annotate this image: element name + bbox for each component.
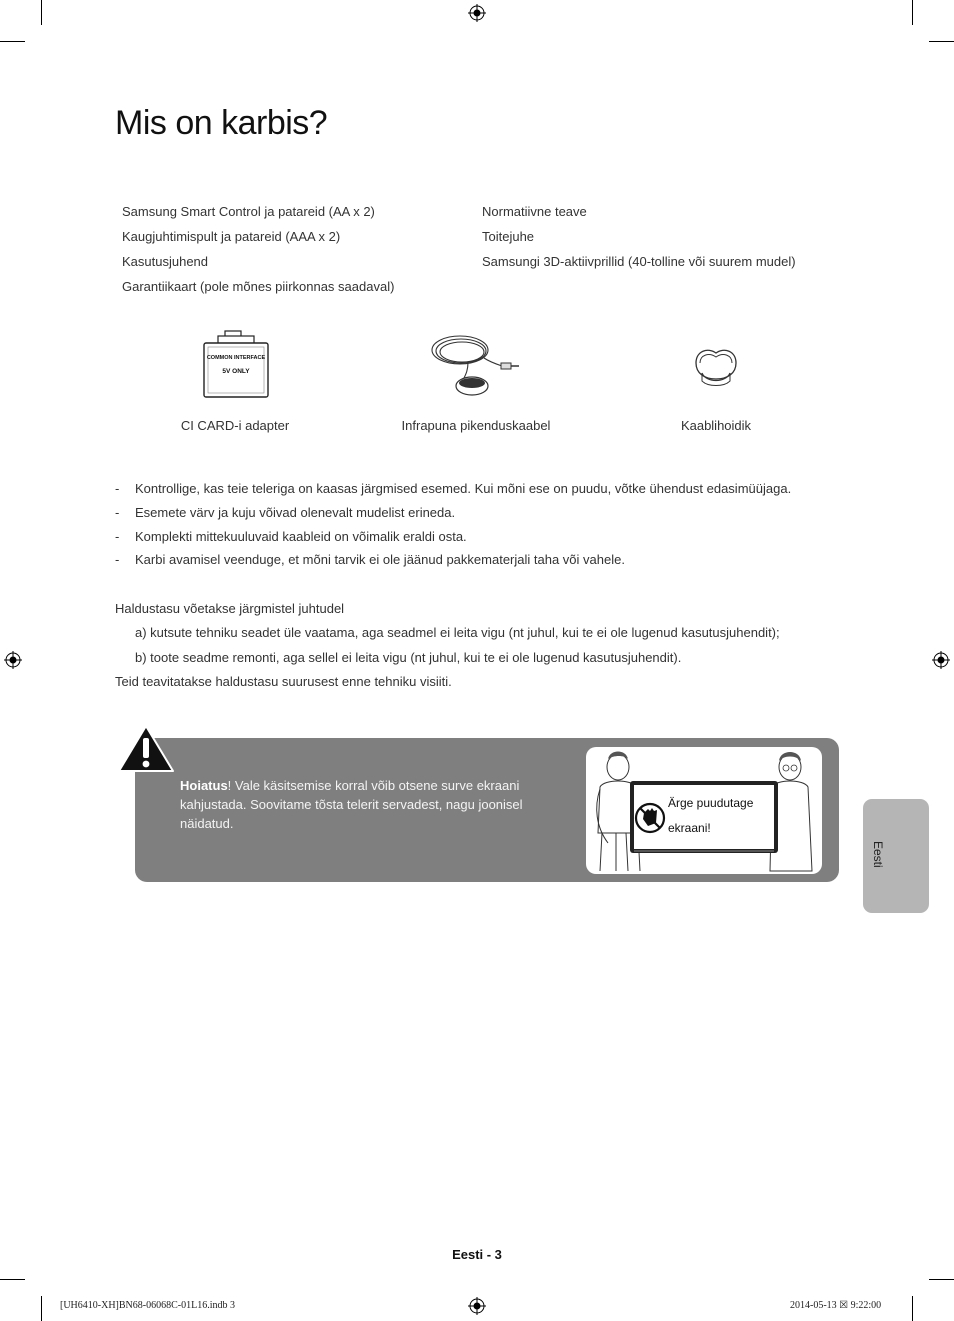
registration-mark-icon <box>932 651 950 669</box>
note-text: Kontrollige, kas teie teleriga on kaasas järgmised esemed. Kui mõni ese on puudu, võtke ühendust edasimüüjaga. <box>135 481 792 496</box>
contents-item: Samsungi 3D-aktiivprillid (40-tolline või suurem mudel) <box>482 254 796 269</box>
fee-outro: Teid teavitatakse haldustasu suurusest enne tehniku visiiti. <box>115 674 452 689</box>
ci-card-adapter-icon <box>198 329 274 401</box>
registration-mark-icon <box>4 651 22 669</box>
card-label: 5V ONLY <box>222 368 250 375</box>
warning-triangle-icon <box>117 724 175 774</box>
note-item <box>115 529 467 544</box>
tv-screen-warning: ekraani! <box>668 821 711 835</box>
note-item <box>115 481 791 496</box>
accessory-caption: Kaablihoidik <box>680 418 752 433</box>
contents-item: Samsung Smart Control ja patareid (AA x 2) <box>122 204 375 219</box>
bullet-dash: - <box>115 505 120 520</box>
contents-item: Garantiikaart (pole mõnes piirkonnas saadaval) <box>122 279 395 294</box>
warning-label: Hoiatus <box>180 778 228 793</box>
crop-mark <box>929 1279 954 1280</box>
note-text: Komplekti mittekuuluvaid kaableid on võimalik eraldi osta. <box>135 529 467 544</box>
accessory-caption: CI CARD-i adapter <box>180 418 290 433</box>
crop-mark <box>41 0 42 25</box>
crop-mark <box>0 41 25 42</box>
warning-text <box>180 776 560 833</box>
footer-file: [UH6410-XH]BN68-06068C-01L16.indb 3 <box>60 1300 235 1311</box>
footer-date: 2014-05-13 ☒ 9:22:00 <box>790 1300 882 1311</box>
card-label: COMMON INTERFACE <box>206 355 266 361</box>
fee-case-b: b) toote seadme remonti, aga sellel ei leita vigu (nt juhul, kui te ei ole lugenud kasutusjuhendit). <box>135 650 682 665</box>
note-item <box>115 505 455 520</box>
fee-intro: Haldustasu võetakse järgmistel juhtudel <box>115 601 345 616</box>
page-number: Eesti - 3 <box>452 1247 502 1262</box>
accessory-caption: Infrapuna pikenduskaabel <box>401 418 551 433</box>
note-text: Esemete värv ja kuju võivad olenevalt mudelist erineda. <box>135 505 456 520</box>
contents-item: Kasutusjuhend <box>122 254 209 269</box>
warning-message: ! Vale käsitsemise korral võib otsene surve ekraani kahjustada. Soovitame tõsta telerit servadest, nagu joonisel näidatud. <box>180 778 523 831</box>
contents-item: Kaugjuhtimispult ja patareid (AAA x 2) <box>122 229 341 244</box>
note-text: Karbi avamisel veenduge, et mõni tarvik ei ole jäänud pakkematerjali taha või vahele. <box>135 552 625 567</box>
contents-item: Toitejuhe <box>482 229 535 244</box>
crop-mark <box>912 1296 913 1321</box>
contents-item: Normatiivne teave <box>482 204 587 219</box>
ir-extension-cable-icon <box>428 330 522 402</box>
bullet-dash: - <box>115 481 120 496</box>
note-item <box>115 552 625 567</box>
language-tab-label: Eesti <box>871 841 885 868</box>
fee-case-a: a) kutsute tehniku seadet üle vaatama, aga seadmel ei leita vigu (nt juhul, kui te ei ole lugenud kasutusjuhendit); <box>135 625 780 640</box>
cable-holder-icon <box>692 343 740 389</box>
crop-mark <box>912 0 913 25</box>
registration-mark-icon <box>468 1297 486 1315</box>
crop-mark <box>41 1296 42 1321</box>
bullet-dash: - <box>115 529 120 544</box>
page-title: Mis on karbis? <box>115 104 328 142</box>
crop-mark <box>0 1279 25 1280</box>
tv-screen-warning: Ärge puudutage <box>668 796 754 810</box>
language-side-tab <box>863 799 929 913</box>
tv-handling-illustration <box>586 747 822 874</box>
bullet-dash: - <box>115 552 120 567</box>
registration-mark-icon <box>468 4 486 22</box>
crop-mark <box>929 41 954 42</box>
